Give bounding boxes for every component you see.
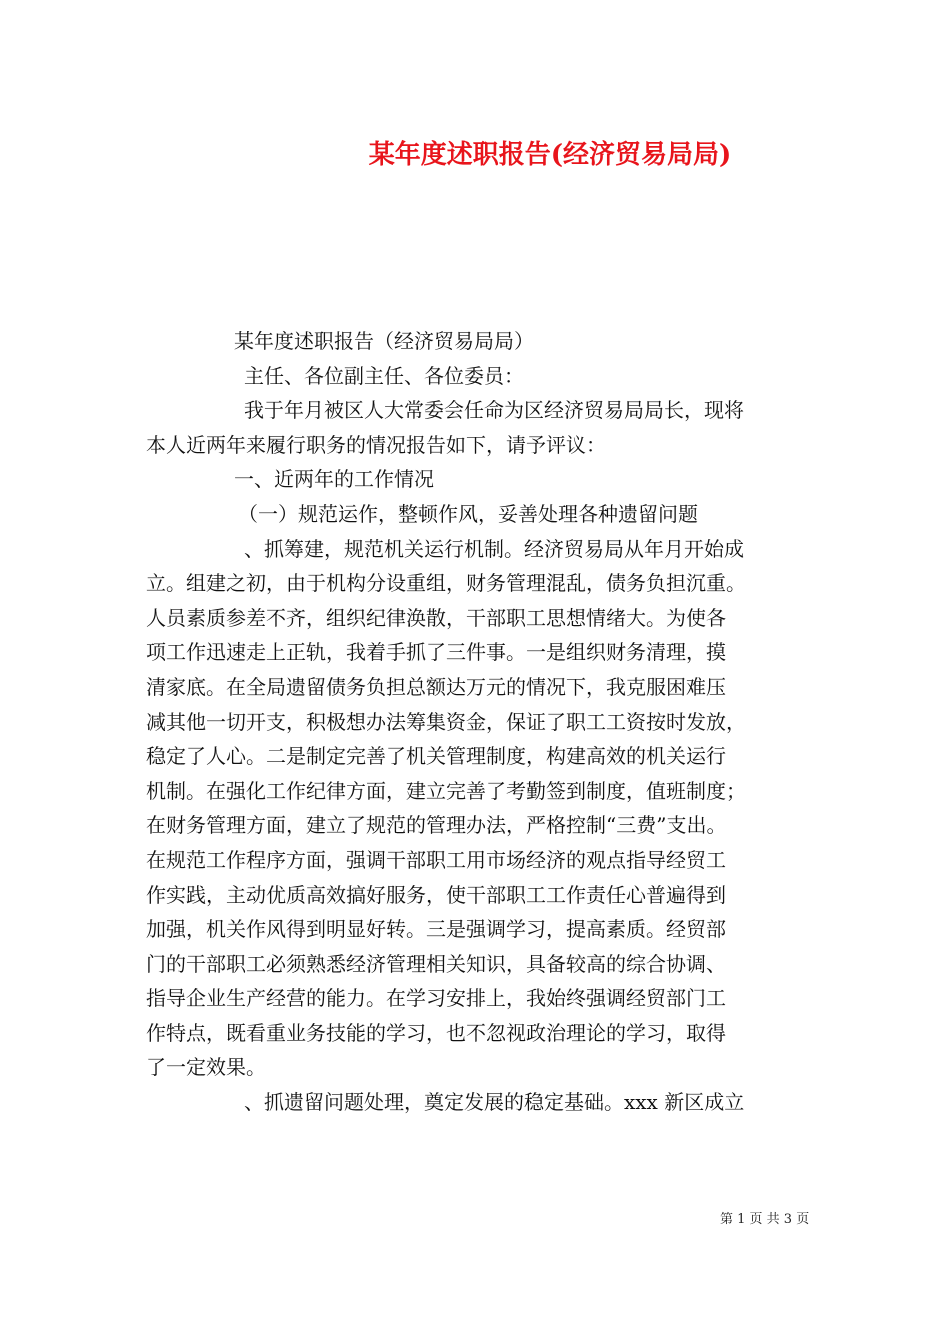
paragraph-line: 指导企业生产经营的能力。在学习安排上，我始终强调经贸部门工 — [146, 986, 726, 1011]
subsection-heading: （一）规范运作，整顿作风，妥善处理各种遗留问题 — [238, 501, 698, 526]
paragraph-line: 了一定效果。 — [146, 1055, 266, 1080]
page-footer: 第 1 页 共 3 页 — [720, 1212, 810, 1227]
paragraph-line: 本人近两年来履行职务的情况报告如下，请予评议： — [146, 432, 606, 457]
paragraph-line: 立。组建之初，由于机构分设重组，财务管理混乱，债务负担沉重。 — [146, 571, 746, 596]
paragraph-line: 门的干部职工必须熟悉经济管理相关知识，具备较高的综合协调、 — [146, 951, 726, 976]
paragraph-line: 项工作迅速走上正轨，我着手抓了三件事。一是组织财务清理，摸 — [146, 640, 726, 665]
document-title: 某年度述职报告(经济贸易局局) — [368, 140, 732, 170]
paragraph-line: 稳定了人心。二是制定完善了机关管理制度，构建高效的机关运行 — [146, 744, 726, 769]
paragraph-line: 在规范工作程序方面，强调干部职工用市场经济的观点指导经贸工 — [146, 847, 726, 872]
paragraph-line: 清家底。在全局遗留债务负担总额达万元的情况下，我克服困难压 — [146, 674, 726, 699]
paragraph-line: 减其他一切开支，积极想办法筹集资金，保证了职工工资按时发放， — [146, 709, 746, 734]
section-heading: 一、近两年的工作情况 — [234, 467, 434, 492]
paragraph-line: 、抓筹建，规范机关运行机制。经济贸易局从年月开始成 — [244, 536, 744, 561]
paragraph-line: 机制。在强化工作纪律方面，建立完善了考勤签到制度，值班制度； — [146, 778, 746, 803]
report-heading: 某年度述职报告（经济贸易局局） — [234, 329, 534, 353]
paragraph-line: 我于年月被区人大常委会任命为区经济贸易局局长，现将 — [244, 398, 744, 423]
paragraph-line: 作特点，既看重业务技能的学习，也不忽视政治理论的学习，取得 — [146, 1020, 726, 1045]
salutation: 主任、各位副主任、各位委员： — [244, 363, 524, 388]
paragraph-line: 作实践，主动优质高效搞好服务，使干部职工工作责任心普遍得到 — [146, 882, 726, 907]
paragraph-line: 加强，机关作风得到明显好转。三是强调学习，提高素质。经贸部 — [146, 917, 726, 942]
paragraph-line: 在财务管理方面，建立了规范的管理办法，严格控制“三费”支出。 — [146, 813, 727, 838]
paragraph-line: 人员素质参差不齐，组织纪律涣散，干部职工思想情绪大。为使各 — [146, 605, 726, 630]
document-body — [146, 324, 816, 1120]
paragraph-line: 、抓遗留问题处理，奠定发展的稳定基础。xxx 新区成立 — [244, 1090, 745, 1115]
